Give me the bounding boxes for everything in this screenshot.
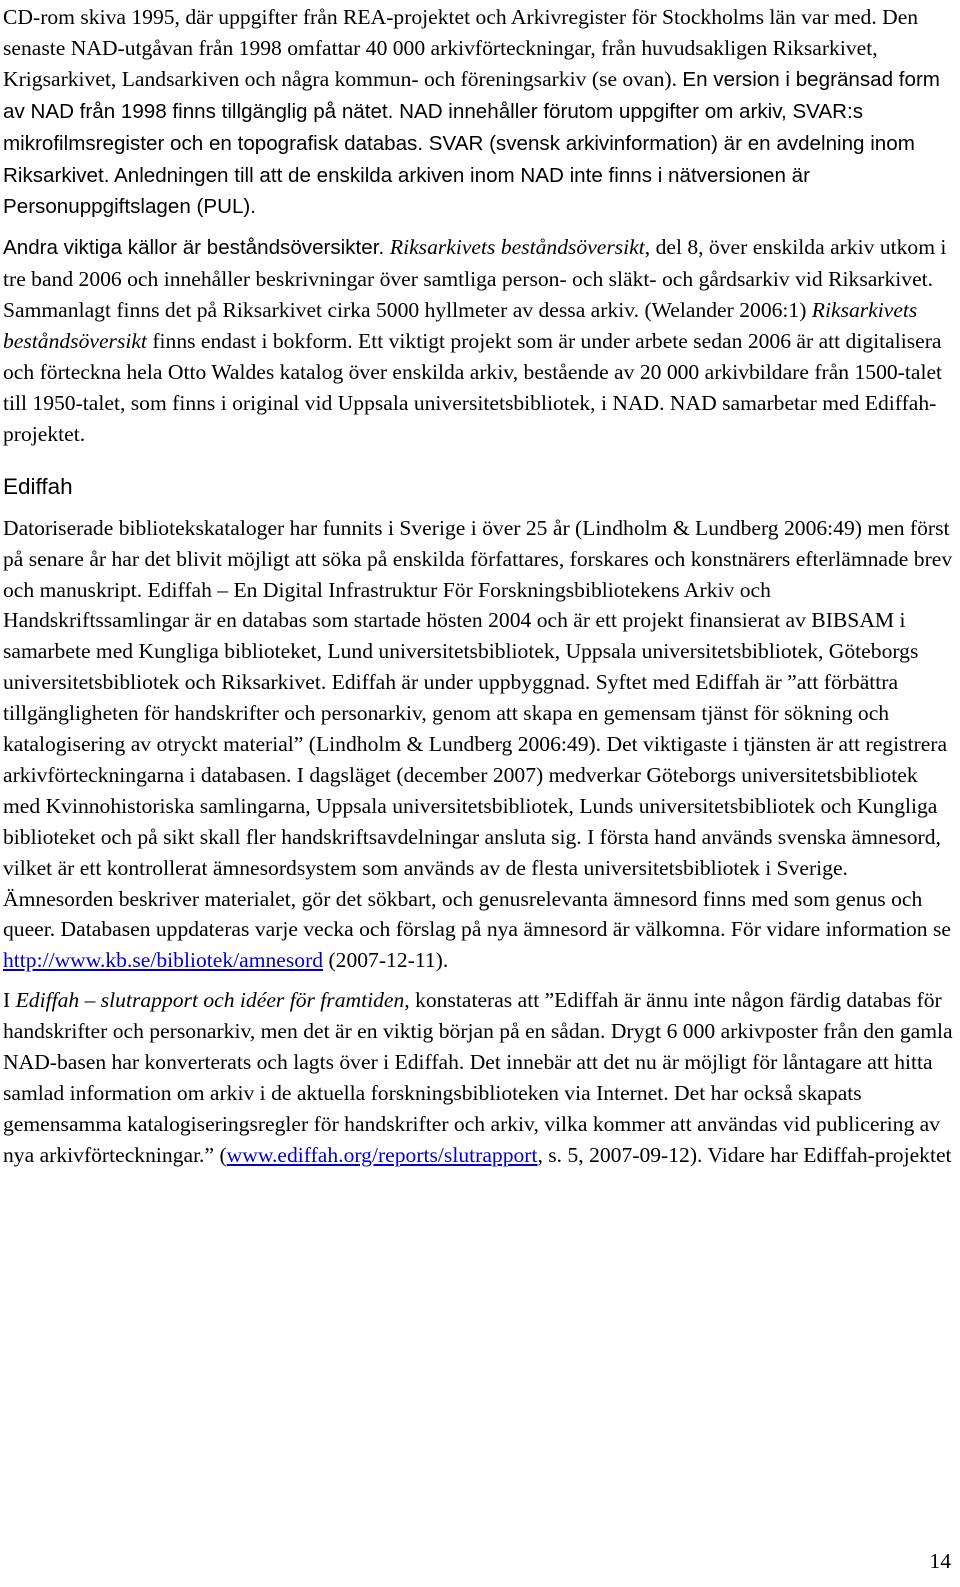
paragraph-ediffah — [3, 513, 954, 977]
ediffah-date: (2007-12-11). — [323, 948, 449, 973]
ediffah-text: Datoriserade bibliotekskataloger har funnits i Sverige i över 25 år (Lindholm & Lundberg 2006:49) men först på senare år har det blivit möjligt att söka på enskilda författares, forskares och konstnärers efterlämnade brev och manuskript. Ediffah – En Digital Infrastruktur För Forskningsbibliotekens Arkiv och Handskriftssamlingar är en databas som startade hösten 2004 och är ett projekt finansierat av BIBSAM i samarbete med Kungliga biblioteket, Lund universitetsbibliotek, Uppsala universitetsbibliotek, Göteborgs universitetsbibliotek och Riksarkivet. Ediffah är under uppbyggnad. Syftet med Ediffah är ”att förbättra tillgängligheten för handskrifter och personarkiv, genom att skapa en gemensam tjänst för sökning och katalogisering av otryckt material” (Lindholm & Lundberg 2006:49). Det viktigaste i tjänsten är att registrera arkivförteckningarna i databasen. I dagsläget (december 2007) medverkar Göteborgs universitetsbibliotek med Kvinnohistoriska samlingarna, Uppsala universitetsbibliotek, Lunds universitetsbibliotek och Kungliga biblioteket och på sikt skall fler handskriftsavdelningar ansluta sig. I första hand används svenska ämnesord, vilket är ett kontrollerat ämnesordsystem som används av de flesta universitetsbibliotek i Sverige. Ämnesorden beskriver materialet, gör det sökbart, och genusrelevanta ämnesord finns med som genus och queer. Databasen uppdateras varje vecka och förslag på nya ämnesord är välkomna. För vidare information se — [3, 515, 953, 942]
bestand-intro: Andra viktiga källor är beståndsöversikter. — [3, 236, 390, 260]
nad-text-sans: En version i begränsad form av NAD från 1998 finns tillgänglig på nätet. NAD innehåller förutom uppgifter om arkiv, SVAR:s mikrofilmsregister och en topografisk databas. SVAR (svensk arkivinformation) är en avdelning inom Riksarkivet. Anledningen till att de enskilda arkiven inom NAD inte finns i nätversionen är Personuppgiftslagen (PUL). — [3, 67, 940, 219]
slutrapport-title: Ediffah – slutrapport och idéer för framtiden, — [15, 988, 410, 1013]
bestand-title-2: Riksarkivets beståndsöversikt — [3, 298, 918, 354]
bestand-text-2: finns endast i bokform. Ett viktigt projekt som är under arbete sedan 2006 är att digitalisera och förteckna hela Otto Waldes katalog över enskilda arkiv, bestående av 20 000 arkivbildare från 1500-talet till 1950-talet, som finns i original vid Uppsala universitetsbibliotek, i NAD. NAD samarbetar med Ediffah-projektet. — [3, 329, 943, 446]
bestand-text-1: , del 8, över enskilda arkiv utkom i tre band 2006 och innehåller beskrivningar över samtliga person- och släkt- och gårdsarkiv vid Riksarkivet. Sammanlagt finns det på Riksarkivet cirka 5000 hyllmeter av dessa arkiv. (Welander 2006:1) — [3, 235, 947, 323]
paragraph-nad — [3, 2, 954, 223]
paragraph-bestandsoversikter — [3, 232, 954, 449]
slutrapport-quote: konstateras att ”Ediffah är ännu inte någon färdig databas för handskrifter och personarkiv, men det är en viktig början på en sådan. Drygt 6 000 arkivposter från den gamla NAD-basen har konverterats och lagts över i Ediffah. Det innebär att det nu är möjligt för låntagare att hitta samlad information om arkiv i de aktuella forskningsbiblioteken via Internet. Det har också skapats gemensamma katalogiseringsregler för handskrifter och arkiv, vilka kommer att användas vid publicering av nya arkivförteckningar.” ( — [3, 988, 953, 1167]
amnesord-link[interactable]: http://www.kb.se/bibliotek/amnesord — [3, 948, 324, 973]
nad-text-serif: CD-rom skiva 1995, där uppgifter från REA-projektet och Arkivregister för Stockholms län var med. Den senaste NAD-utgåvan från 1998 omfattar 40 000 arkivförteckningar, från huvudsakligen Riksarkivet, Krigsarkivet, Landsarkiven och några kommun- och föreningsarkiv (se ovan). — [3, 5, 919, 91]
bestand-title-1: Riksarkivets beståndsöversikt — [389, 235, 645, 260]
page-number: 14 — [929, 1549, 951, 1573]
paragraph-slutrapport — [3, 985, 954, 1170]
section-heading-ediffah: Ediffah — [3, 473, 73, 499]
slutrapport-tail: , s. 5, 2007-09-12). Vidare har Ediffah-projektet — [537, 1142, 952, 1167]
slutrapport-link[interactable]: www.ediffah.org/reports/slutrapport — [226, 1142, 538, 1167]
slutrapport-intro: I — [3, 988, 16, 1013]
